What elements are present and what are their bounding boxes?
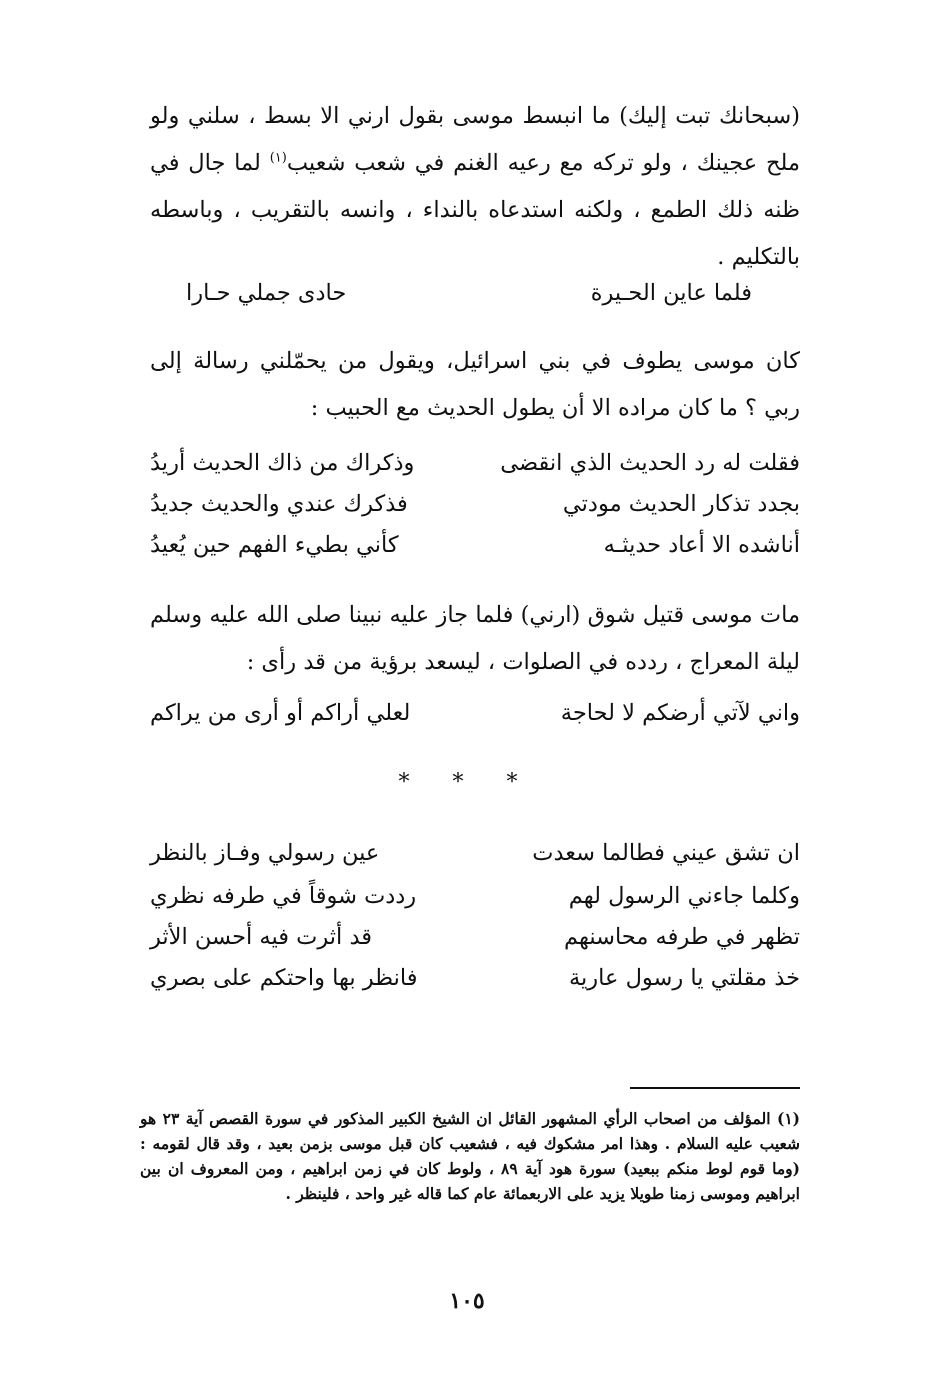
poem1-first-hemistich: فقلت له رد الحديث الذي انقضى bbox=[500, 450, 800, 476]
poem2-first-hemistich: وكلما جاءني الرسول لهم bbox=[568, 883, 800, 909]
poem2-first-hemistich: ان تشق عيني فطالما سعدت bbox=[532, 840, 800, 866]
poem1-second-hemistich: فذكرك عندي والحديث جديدُ bbox=[150, 491, 408, 517]
poem2-line bbox=[150, 873, 800, 920]
poem2-second-hemistich: فانظر بها واحتكم على بصري bbox=[150, 965, 418, 991]
poem2-first-hemistich: تظهر في طرفه محاسنهم bbox=[563, 924, 800, 950]
intro-text: (سبحانك تبت إليك) ما انبسط موسى بقول ارني الا بسط ، سلني ولو ملح عجينك ، ولو تركه مع رعيه الغنم في شعب شعيب bbox=[150, 103, 801, 176]
paragraph-moses: كان موسى يطوف في بني اسرائيل، ويقول من يحمّلني رسالة إلى ربي ؟ ما كان مراده الا أن يطول الحديث مع الحبيب : bbox=[150, 348, 800, 421]
page-number: ١٠٥ bbox=[449, 1288, 485, 1314]
poem2-second-hemistich: رددت شوقاً في طرفه نظري bbox=[150, 883, 417, 909]
poem1-line bbox=[150, 522, 800, 569]
poem1-line bbox=[150, 481, 800, 528]
verse-second-hemistich: لعلي أراكم أو أرى من يراكم bbox=[150, 700, 411, 726]
verse-first-hemistich: واني لآتي أرضكم لا لحاجة bbox=[560, 700, 800, 726]
footnote: (١) المؤلف من اصحاب الرأي المشهور القائل ان الشيخ الكبير المذكور في سورة القصص آية ٢٣ هو شعيب عليه السلام . وهذا امر مشكوك فيه ، فشعيب كان قبل موسى بزمن بعيد ، وقد قال لقومه : (وما قوم لوط منكم ببعيد) سورة هود آية ٨٩ ، ولوط كان في زمن ابراهيم ، ومن المعروف ان بين ابراهيم وموسى زمنا طويلا يزيد على الاربعمائة عام كما قاله غير واحد ، فلينظر . bbox=[140, 1109, 801, 1203]
verse-line bbox=[150, 690, 800, 737]
intro-text-continued: لما جال في ظنه ذلك الطمع ، ولكنه استدعاه بالنداء ، وانسه بالتقريب ، وباسطه بالتكليم . bbox=[150, 150, 800, 270]
poem2-second-hemistich: قد أثرت فيه أحسن الأثر bbox=[150, 924, 373, 950]
poem2-line bbox=[150, 830, 800, 877]
footnote-marker: (١) bbox=[269, 150, 287, 166]
footnote-divider bbox=[630, 1087, 800, 1089]
intro-paragraph bbox=[150, 93, 800, 281]
poem1-line bbox=[150, 440, 800, 487]
poem1-second-hemistich: كأني بطيء الفهم حين يُعيدُ bbox=[150, 532, 399, 558]
poem2-line bbox=[150, 914, 800, 961]
poem2-line bbox=[150, 955, 800, 1002]
poem2-first-hemistich: خذ مقلتي يا رسول عارية bbox=[568, 965, 800, 991]
poem2-second-hemistich: عين رسولي وفـاز بالنظر bbox=[150, 840, 380, 866]
section-separator: * * * bbox=[398, 770, 536, 795]
paragraph-miraj: مات موسى قتيل شوق (ارني) فلما جاز عليه نبينا صلى الله عليه وسلم ليلة المعراج ، ردده في الصلوات ، ليسعد برؤية من قد رأى : bbox=[150, 602, 800, 675]
poem1-first-hemistich: بجدد تذكار الحديث مودتي bbox=[562, 491, 800, 517]
poem1-first-hemistich: أناشده الا أعاد حديثـه bbox=[603, 532, 800, 558]
verse-second-hemistich: حادى جملي حـارا bbox=[186, 280, 347, 306]
verse-line bbox=[150, 270, 800, 317]
poem1-second-hemistich: وذكراك من ذاك الحديث أريدُ bbox=[150, 450, 415, 476]
verse-first-hemistich: فلما عاين الحـيرة bbox=[590, 280, 752, 306]
